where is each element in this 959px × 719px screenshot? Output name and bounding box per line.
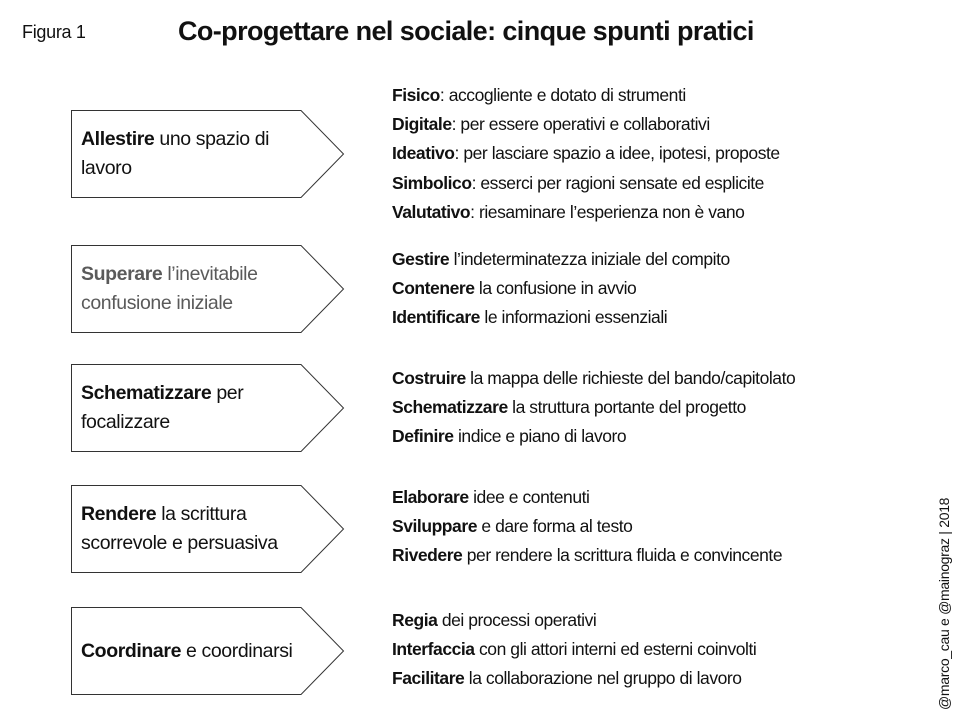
step-points	[392, 364, 795, 452]
step-heading	[81, 364, 309, 452]
step-heading-bold: Coordinare	[81, 639, 182, 662]
step-heading-bold: Rendere	[81, 503, 157, 525]
step-heading-bold: Allestire	[81, 128, 155, 150]
step-point: Identificare le informazioni essenziali	[392, 307, 668, 328]
step-point: Elaborare idee e contenuti	[392, 487, 590, 507]
step-point: Facilitare la collaborazione nel gruppo di lavoro	[392, 668, 742, 689]
step-arrow	[71, 607, 345, 695]
credit-text: @marco_cau e @mainograz | 2018	[936, 497, 952, 710]
step-heading	[81, 607, 309, 695]
step-arrow	[71, 245, 345, 333]
step-points	[392, 606, 756, 694]
step-arrow	[71, 110, 345, 198]
step-point: Costruire la mappa delle richieste del bando/capitolato	[392, 368, 796, 388]
step-point: Gestire l’indeterminatezza iniziale del compito	[392, 249, 730, 269]
step-point: Regia dei processi operativi	[392, 610, 597, 630]
step-point: Interfaccia con gli attori interni ed esterni coinvolti	[392, 639, 757, 660]
step-arrow	[71, 485, 345, 573]
step-points	[392, 245, 730, 333]
step-heading	[81, 245, 309, 333]
step-point: Fisico: accogliente e dotato di strumenti	[392, 85, 686, 105]
step-points	[392, 483, 782, 571]
step-point: Ideativo: per lasciare spazio a idee, ipotesi, proposte	[392, 143, 780, 164]
step-point: Valutativo: riesaminare l’esperienza non è vano	[392, 201, 745, 222]
step-point: Contenere la confusione in avvio	[392, 278, 637, 299]
step-heading	[81, 485, 309, 573]
step-points	[392, 81, 780, 227]
step-arrow	[71, 364, 345, 452]
step-heading	[81, 110, 309, 198]
step-heading-rest: la scrittura scorrevole e persuasiva	[81, 503, 278, 554]
step-point: Simbolico: esserci per ragioni sensate ed esplicite	[392, 172, 764, 193]
step-heading-bold: Schematizzare	[81, 382, 212, 404]
step-heading-rest: l’inevitabile confusione iniziale	[81, 263, 258, 314]
step-point: Sviluppare e dare forma al testo	[392, 516, 633, 537]
figure-label: Figura 1	[22, 22, 86, 42]
step-point: Digitale: per essere operativi e collaborativi	[392, 114, 710, 135]
step-point: Rivedere per rendere la scrittura fluida e convincente	[392, 545, 783, 566]
step-heading-rest: e coordinarsi	[181, 639, 293, 662]
step-heading-rest: uno spazio di lavoro	[81, 128, 270, 179]
step-point: Definire indice e piano di lavoro	[392, 426, 627, 447]
step-heading-bold: Superare	[81, 263, 163, 285]
step-heading-rest: per focalizzare	[81, 382, 244, 433]
diagram-title: Co-progettare nel sociale: cinque spunti pratici	[178, 16, 754, 46]
step-point: Schematizzare la struttura portante del progetto	[392, 397, 746, 418]
